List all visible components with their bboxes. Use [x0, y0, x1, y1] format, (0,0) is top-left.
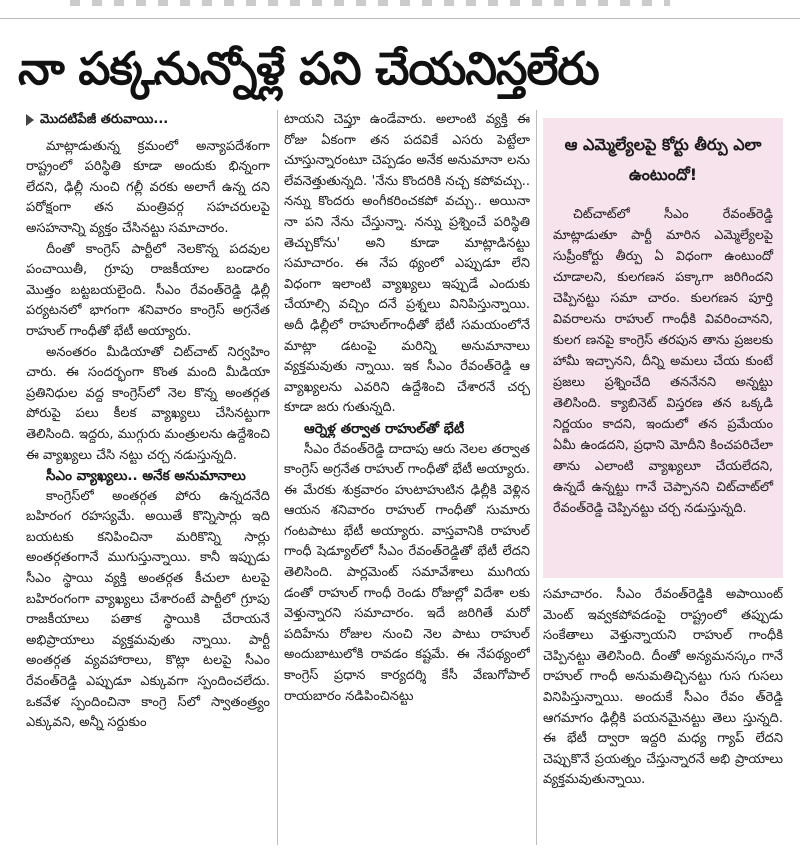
article-column-2 — [284, 110, 530, 830]
subheading: ఆర్నెళ్ల తర్వాత రాహుల్‌తో భేటీ — [304, 420, 465, 437]
article-column-3 — [543, 585, 783, 815]
headline: నా పక్కనున్నోళ్లే పని చేయనిస్తలేరు — [18, 42, 599, 95]
cropped-text-strip — [70, 0, 670, 6]
continuation-kicker — [26, 110, 270, 131]
paragraph: టాయని చెప్తూ ఉండేవారు. అలాంటి వ్యక్తి ఈ రోజు ఏకంగా తన పదవికే ఎసరు పెట్టేలా చూస్తున్నారంటూ చెప్పడం అనేక అనుమానా లను లేవనెత్తుతున్నది. 'నేను కొందరికి నచ్చ కపోవచ్చు.. నన్ను కొందరు అంగీకరించకపో వచ్చు.. అయినా నా పని నేను చేస్తున్నా. నన్ను ప్రశ్నించే పరిస్థితి తెచ్చుకోను' అని కూడా మాట్లాడినట్టు సమాచారం. ఈ నేప థ్యంలో ఎప్పుడూ లేని విధంగా ఇలాంటి వ్యాఖ్యలు ఇప్పుడే ఎందుకు చేయాల్సి వచ్చిం దనే ప్రశ్నలు వినిపిస్తున్నాయి. అదీ ఢిల్లీలో రాహుల్‌గాంధీతో భేటీ సమయంలోనే మాట్లా డటంపై మరిన్ని అనుమానాలు వ్యక్తమవుతు న్నాయి. ఇక సీఎం రేవంత్‌రెడ్డి ఆ వ్యాఖ్యలను ఎవరిని ఉద్దేశించి చేశారనే చర్చ కూడా జరు గుతున్నది. — [284, 112, 530, 416]
box-title: ఆ ఎమ్మెల్యేలపై కోర్టు తీర్పు ఎలా ఉంటుందో! — [564, 135, 762, 184]
box-body: చిట్‌చాట్‌లో సీఎం రేవంత్‌రెడ్డి మాట్లాడుతూ పార్టీ మారిన ఎమ్మెల్యేలపై సుప్రీంకోర్టు తీర్పు ఏ విధంగా ఉంటుందో చూడాలని, కులగణన పక్కాగా జరిగిందని చెప్పినట్టు సమా చారం. కులగణన పూర్తి వివరాలను రాహుల్ గాంధీకి వివరించానని, కులగ ణనపై కాంగ్రెస్ తరపున తాను ప్రజలకు హామీ ఇచ్చానని, దీన్ని అమలు చేయ కుంటే ప్రజలు ప్రశ్నించేది తననేనని అన్నట్టు తెలిసింది. క్యాబినెట్ విస్తరణ తన ఒక్కడి నిర్ణయం కాదని, ఇందులో తన ప్రమేయం ఏమీ ఉండదని, ప్రధాని మోదీని కించపరిచేలా తాను ఎలాంటి వ్యాఖ్యలూ చేయలేదని, ఉన్నదే ఉన్నట్టు గానే చెప్పానని చిట్‌చాట్‌లో రేవంత్‌రెడ్డి చెప్పినట్టు చర్చ నడుస్తున్నది. — [553, 207, 773, 516]
column-divider — [536, 110, 537, 845]
kicker-text: మొదటిపేజీ తరువాయి... — [40, 112, 169, 127]
paragraph: కాంగ్రెస్‌లో అంతర్గత పోరు ఉన్నదనేది బహిరంగ రహస్యమే. అయితే కొన్నిసార్లు ఇది బయటకు కనిపించినా మరికొన్ని సార్లు అంతర్గతంగానే ముగుస్తున్నాయి. కానీ ఇప్పుడు సీఎం స్థాయి వ్యక్తి అంతర్గత కీచులా టలపై బహిరంగంగా వ్యాఖ్యలు చేశారంటే పార్టీలో గ్రూపు రాజకీయాలు పతాక స్థాయికి చేరాయనే అభిప్రాయాలు వ్యక్తమవుతు న్నాయి. పార్టీ అంతర్గత వ్యవహారాలు, కొట్లా టలపై సీఎం రేవంత్‌రెడ్డి ఎప్పుడూ ఎక్కువగా స్పందించలేదు. ఒకవేళ స్పందించినా కాంగ్రె స్‌లో స్వాతంత్ర్యం ఎక్కువని, అన్నీ సర్దుకుం — [26, 488, 270, 731]
arrow-right-icon — [26, 114, 34, 126]
previous-page-edge — [0, 0, 800, 19]
subheading: సీఎం వ్యాఖ్యలు.. అనేక అనుమానాలు — [46, 468, 246, 485]
paragraph: సీఎం రేవంత్‌రెడ్డి దాదాపు ఆరు నెలల తర్వాత కాంగ్రెస్ అగ్రనేత రాహుల్ గాంధీతో భేటీ అయ్యారు. ఈ మేరకు శుక్రవారం హుటాహుటిన ఢిల్లీకి వెళ్లిన ఆయన శనివారం రాహుల్ గాంధీతో సుమారు గంటపాటు భేటీ అయ్యారు. వాస్తవానికి రాహుల్ గాంధీ షెడ్యూల్‌లో సీఎం రేవంత్‌రెడ్డితో భేటీ లేదని తెలిసింది. పార్లమెంట్ సమావేశాలు ముగియ డంతో రాహుల్ గాంధీ రెండు రోజుల్లో విదేశా లకు వెళ్తున్నారని సమాచారం. ఇదే జరిగితే మరో పదిహేను రోజుల నుంచి నెల పాటు రాహుల్ అందుబాటులోకి రావడం కష్టమే. ఈ నేపథ్యంలో కాంగ్రెస్ ప్రధాన కార్యదర్శి కేసీ వేణుగోపాల్ రాయబారం నడిపించినట్టు — [284, 441, 530, 704]
paragraph: దీంతో కాంగ్రెస్ పార్టీలో నెలకొన్న పదవుల పంచాయితీ, గ్రూపు రాజకీయాల బండారం మొత్తం బట్టబయలైంది. సీఎం రేవంత్‌రెడ్డి ఢిల్లీ పర్యటనలో భాగంగా శనివారం కాంగ్రెస్ అగ్రనేత రాహుల్ గాంధీతో భేటీ అయ్యారు. — [26, 241, 270, 339]
article-column-1 — [26, 110, 270, 850]
paragraph: మాట్లాడుతున్న క్రమంలో అన్యాపదేశంగా రాష్ట్రంలో పరిస్థితి కూడా అందుకు భిన్నంగా లేదని, ఢిల్లీ నుంచి గల్లీ వరకు అలాగే ఉన్న దని పరోక్షంగా తన మంత్రివర్గ సహచరులపై అసహనాన్ని వ్యక్తం చేసినట్టు సమాచారం. — [26, 138, 270, 236]
column-divider — [277, 110, 278, 845]
paragraph: సమాచారం. సీఎం రేవంత్‌రెడ్డికి అపాయింట్ మెంట్ ఇవ్వకపోవడంపై రాష్ట్రంలో తప్పుడు సంకేతాలు వెళ్తున్నాయని రాహుల్ గాంధీకి చెప్పినట్టు తెలిసింది. దీంతో అన్యమనస్కం గానే రాహుల్ గాంధీ అనుమతిచ్చినట్టు గుస గుసలు వినిపిస్తున్నాయి. అందుకే సీఎం రేవం త్‌రెడ్డి ఆగమాగం ఢిల్లీకి పయనమైనట్టు తెలు స్తున్నది. ఈ భేటీ ద్వారా ఇద్దరి మధ్య గ్యాప్ లేదని చెప్పుకొనే ప్రయత్నం చేస్తున్నారనే అభి ప్రాయాలు వ్యక్తమవుతున్నాయి. — [543, 587, 783, 788]
paragraph: అనంతరం మీడియాతో చిట్‌చాట్ నిర్వహిం చారు. ఈ సందర్భంగా కొంత మంది మీడియా ప్రతినిధుల వద్ద కాంగ్రెస్‌లో నెల కొన్న అంతర్గత పోరుపై పలు కీలక వ్యాఖ్యలు చేసినట్టుగా తెలిసింది. ఇద్దరు, ముగ్గురు మంత్రులను ఉద్దేశించి ఈ వ్యాఖ్యలు చేసి నట్టు చర్చ నడుస్తున్నది. — [26, 344, 270, 463]
sidebar-box — [543, 118, 783, 578]
